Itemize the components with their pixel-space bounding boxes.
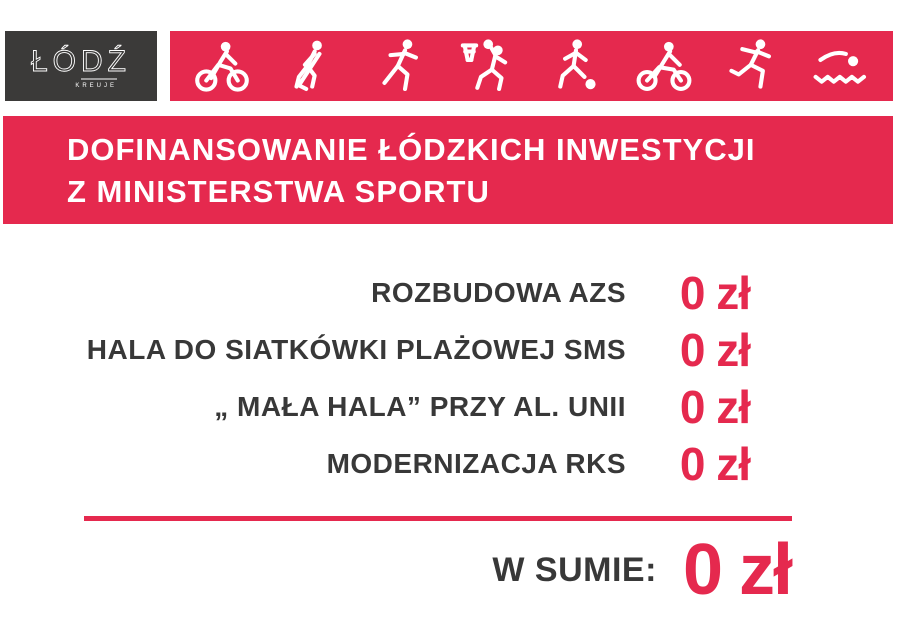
basketball-icon bbox=[448, 35, 526, 97]
funding-item-value: 0 zł bbox=[679, 437, 750, 490]
mountain-biking-icon bbox=[625, 35, 703, 97]
funding-item-label: „ MAŁA HALA” PRZY AL. UNII bbox=[214, 390, 626, 422]
lodz-logo-subtext: KREUJE bbox=[75, 83, 117, 89]
funding-item-label: MODERNIZACJA RKS bbox=[326, 447, 626, 479]
lodz-logo-icon bbox=[11, 35, 151, 97]
swimming-icon bbox=[802, 35, 880, 97]
summary-total-value: 0 zł bbox=[682, 530, 791, 610]
football-icon bbox=[537, 35, 615, 97]
title-banner bbox=[3, 116, 893, 224]
funding-item-row bbox=[0, 435, 750, 492]
summary-row bbox=[0, 530, 791, 610]
funding-item-label: ROZBUDOWA AZS bbox=[371, 276, 626, 308]
sport-icons-bar bbox=[170, 31, 893, 101]
cycling-icon bbox=[183, 35, 261, 97]
lodz-logo bbox=[5, 31, 157, 101]
page-title-line2: Z MINISTERSTWA SPORTU bbox=[67, 174, 490, 209]
running-icon bbox=[713, 35, 791, 97]
summary-label: W SUMIE: bbox=[492, 550, 657, 589]
summary-divider bbox=[84, 516, 792, 521]
funding-item-label: HALA DO SIATKÓWKI PLAŻOWEJ SMS bbox=[86, 333, 626, 365]
athletics-icon bbox=[360, 35, 438, 97]
funding-item-row bbox=[0, 264, 750, 321]
ice-hockey-icon bbox=[272, 35, 350, 97]
funding-item-row bbox=[0, 321, 750, 378]
funding-item-value: 0 zł bbox=[679, 323, 750, 376]
funding-item-value: 0 zł bbox=[679, 266, 750, 319]
page-title-line1: DOFINANSOWANIE ŁÓDZKICH INWESTYCJI bbox=[67, 132, 756, 167]
lodz-logo-text: ŁÓDŹ bbox=[30, 45, 132, 78]
funding-list bbox=[0, 264, 750, 492]
funding-item-value: 0 zł bbox=[679, 380, 750, 433]
funding-item-row bbox=[0, 378, 750, 435]
